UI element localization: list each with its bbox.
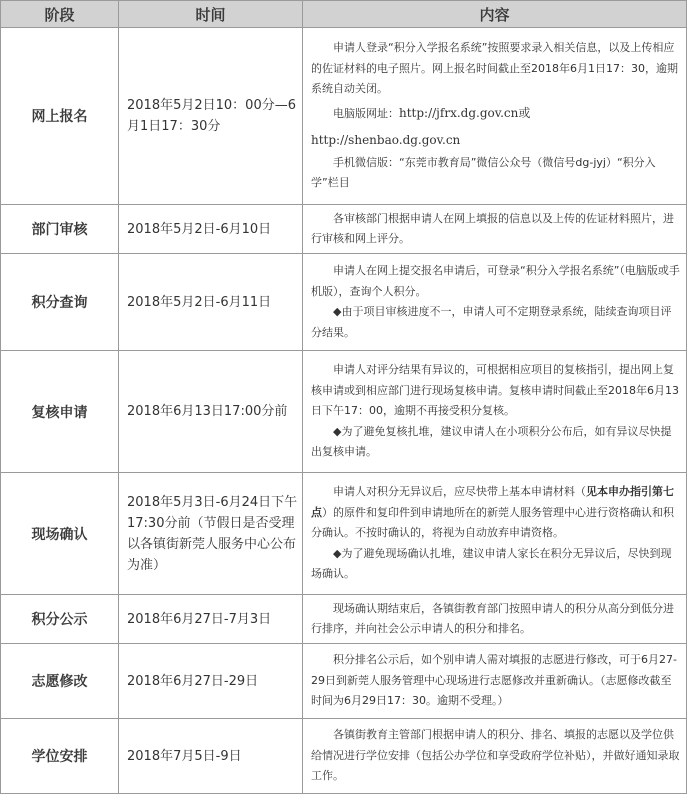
stage-cell: 志愿修改 <box>1 644 119 719</box>
content-paragraph: 申请人登录“积分入学报名系统”按照要求录入相关信息，以及上传相应的佐证材料的电子照片。网上报名时间截止至2018年6月1日17：30，逾期系统自动关闭。 <box>311 41 678 96</box>
content-cell <box>303 473 687 595</box>
content-text: 申请人对积分无异议后，应尽快带上基本申请材料（ <box>333 485 586 499</box>
stage-cell: 积分查询 <box>1 254 119 351</box>
content-paragraph: 各镇街教育主管部门根据申请人的积分、排名、填报的志愿以及学位供给情况进行学位安排（包括公办学位和享受政府学位补贴），并做好通知录取工作。 <box>311 728 680 783</box>
table-row <box>1 595 687 644</box>
content-cell <box>303 28 687 205</box>
pc-url-link-alt[interactable]: http://shenbao.dg.gov.cn <box>311 132 461 147</box>
header-content: 内容 <box>303 1 687 28</box>
stage-cell: 积分公示 <box>1 595 119 644</box>
stage-cell: 学位安排 <box>1 719 119 794</box>
time-cell: 2018年5月3日-6月24日下午17:30分前（节假日是否受理以各镇街新莞人服务中心公布为准） <box>119 473 303 595</box>
time-cell: 2018年5月2日-6月11日 <box>119 254 303 351</box>
content-paragraph: 申请人在网上提交报名申请后，可登录“积分入学报名系统”（电脑版或手机版），查询个人积分。 <box>311 264 680 298</box>
content-cell <box>303 205 687 254</box>
content-paragraph <box>311 482 680 544</box>
content-cell <box>303 351 687 473</box>
time-cell: 2018年6月27日-29日 <box>119 644 303 719</box>
header-stage: 阶段 <box>1 1 119 28</box>
table-row <box>1 254 687 351</box>
table-row <box>1 28 687 205</box>
content-note: ◆为了避免现场确认扎堆，建议申请人家长在积分无异议后，尽快到现场确认。 <box>311 546 672 581</box>
time-cell: 2018年7月5日-9日 <box>119 719 303 794</box>
url-line <box>311 127 680 153</box>
content-paragraph: 各审核部门根据申请人在网上填报的信息以及上传的佐证材料照片，进行审核和网上评分。 <box>311 211 674 245</box>
table-row <box>1 719 687 794</box>
table-row <box>1 351 687 473</box>
time-cell: 2018年5月2日10：00分—6月1日17：30分 <box>119 28 303 205</box>
guide-reference: 见本申办指引第七点 <box>311 485 674 519</box>
stage-cell: 部门审核 <box>1 205 119 254</box>
header-time: 时间 <box>119 1 303 28</box>
content-text: ）的原件和复印件到申请地所在的新莞人服务管理中心进行资格确认和积分确认。不按时确认的，将视为自动放弃申请资格。 <box>311 505 674 540</box>
table-row <box>1 205 687 254</box>
content-note: ◆为了避免复核扎堆，建议申请人在小项积分公布后，如有异议尽快提出复核申请。 <box>311 424 672 459</box>
pc-url-link[interactable]: http://jfrx.dg.gov.cn或 <box>399 105 531 120</box>
time-cell: 2018年6月27日-7月3日 <box>119 595 303 644</box>
content-cell <box>303 719 687 794</box>
content-paragraph: 积分排名公示后，如个别申请人需对填报的志愿进行修改，可于6月27-29日到新莞人服务管理中心现场进行志愿修改并重新确认。（志愿修改截至时间为6月29日17：30。逾期不受理。） <box>311 653 677 708</box>
stage-cell: 现场确认 <box>1 473 119 595</box>
stage-cell: 复核申请 <box>1 351 119 473</box>
time-cell: 2018年5月2日-6月10日 <box>119 205 303 254</box>
table-row <box>1 644 687 719</box>
content-cell <box>303 595 687 644</box>
content-paragraph: 手机微信版：“东莞市教育局”微信公众号（微信号dg-jyj）“积分入学”栏目 <box>311 155 656 190</box>
url-label: 电脑版网址： <box>333 106 399 120</box>
time-cell: 2018年6月13日17:00分前 <box>119 351 303 473</box>
stage-cell: 网上报名 <box>1 28 119 205</box>
url-line <box>311 100 680 127</box>
table-header-row <box>1 1 687 28</box>
content-cell <box>303 644 687 719</box>
content-note: ◆由于项目审核进度不一，申请人可不定期登录系统，陆续查询项目评分结果。 <box>311 305 672 339</box>
content-cell <box>303 254 687 351</box>
content-paragraph: 现场确认期结束后，各镇街教育部门按照申请人的积分从高分到低分进行排序，并向社会公示申请人的积分和排名。 <box>311 601 674 635</box>
table-row <box>1 473 687 595</box>
content-paragraph: 申请人对评分结果有异议的，可根据相应项目的复核指引，提出网上复核申请或到相应部门进行现场复核申请。复核申请时间截止至2018年6月13日下午17：00，逾期不再接受积分复核。 <box>311 363 679 418</box>
